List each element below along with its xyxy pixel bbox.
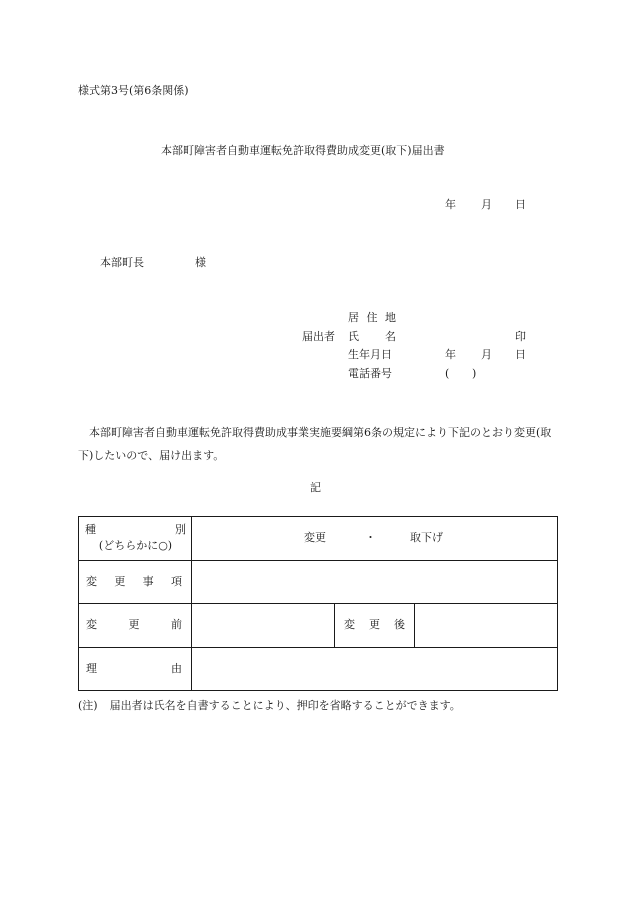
- address-label: 居 住 地: [348, 311, 396, 324]
- withdraw-option[interactable]: 取下げ: [410, 531, 443, 545]
- reason-value-cell[interactable]: [192, 647, 558, 691]
- addressee-honorific: 様: [195, 256, 206, 269]
- phone-paren-close: ): [472, 367, 477, 380]
- type-label: 種 別: [85, 523, 186, 537]
- addressee-name: 本部町長: [100, 256, 144, 269]
- form-title: 本部町障害者自動車運転免許取得費助成変更(取下)届出書: [161, 144, 445, 157]
- date-year[interactable]: 年: [445, 198, 456, 211]
- type-choice-cell: [192, 517, 558, 561]
- phone-label: 電話番号: [348, 367, 392, 380]
- birthdate-label: 生年月日: [348, 348, 392, 361]
- birth-day[interactable]: 日: [515, 348, 526, 361]
- note-prefix: (注): [78, 699, 98, 712]
- choice-separator: ・: [365, 531, 376, 545]
- table-row: [79, 647, 558, 691]
- date-month[interactable]: 月: [481, 198, 492, 211]
- note-text: 届出者は氏名を自書することにより、押印を省略することができます。: [109, 699, 461, 712]
- type-sub-label: (どちらかに○): [98, 539, 173, 553]
- type-choice-row: [192, 531, 557, 545]
- ki-heading: 記: [310, 481, 321, 494]
- footnote: [78, 699, 461, 713]
- table-row: [79, 604, 558, 648]
- phone-paren-open: (: [445, 367, 450, 380]
- table-row: [79, 517, 558, 561]
- birth-year[interactable]: 年: [445, 348, 456, 361]
- type-label-cell: [79, 517, 192, 561]
- date-day[interactable]: 日: [515, 198, 526, 211]
- applicant-role: 届出者: [302, 330, 335, 343]
- before-label: 変 更 前: [86, 618, 182, 632]
- after-value-cell[interactable]: [415, 604, 558, 648]
- name-label: 氏 名: [348, 330, 396, 343]
- body-paragraph: 本部町障害者自動車運転免許取得費助成事業実施要綱第6条の規定により下記のとおり変更(取下)したいので、届け出ます。: [78, 426, 552, 462]
- table-row: [79, 560, 558, 604]
- reason-label: 理 由: [86, 661, 182, 675]
- after-label: 変 更 後: [344, 618, 405, 632]
- before-label-cell: [79, 604, 192, 648]
- form-table: [78, 516, 558, 691]
- change-item-label-cell: [79, 560, 192, 604]
- change-option[interactable]: 変更: [304, 531, 326, 545]
- change-item-value-cell[interactable]: [192, 560, 558, 604]
- change-item-label: 変 更 事 項: [86, 574, 182, 588]
- after-label-cell: [335, 604, 415, 648]
- form-number: 様式第3号(第6条関係): [78, 84, 189, 97]
- reason-label-cell: [79, 647, 192, 691]
- before-value-cell[interactable]: [192, 604, 335, 648]
- seal-mark: 印: [515, 330, 526, 343]
- birth-month[interactable]: 月: [481, 348, 492, 361]
